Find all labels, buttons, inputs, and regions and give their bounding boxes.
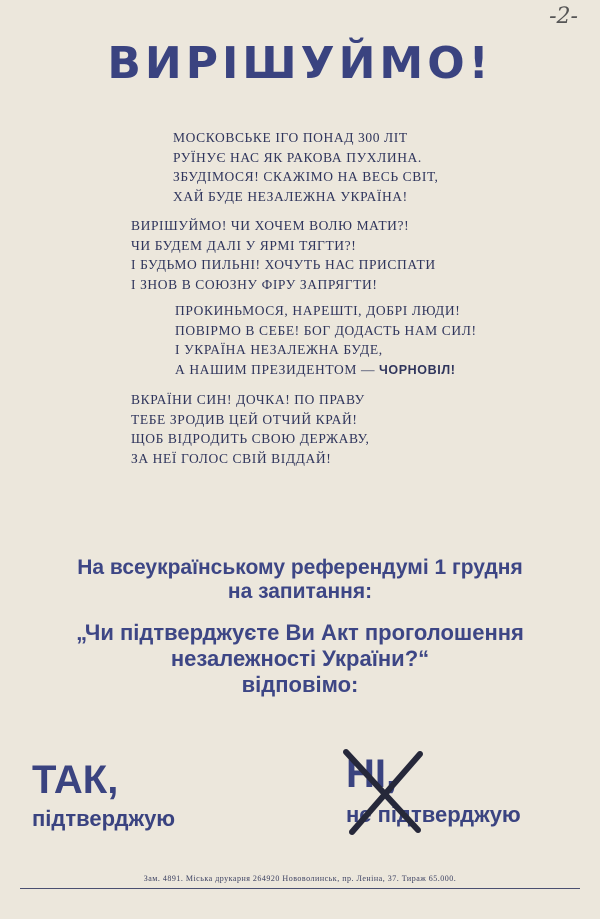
question-line-2: незалежності України?“ xyxy=(170,646,430,671)
footer-rule xyxy=(20,888,580,889)
referendum-question xyxy=(0,620,600,698)
poem-line: ЗА НЕЇ ГОЛОС СВІЙ ВІДДАЙ! xyxy=(131,450,332,466)
poem-stanza-2 xyxy=(131,216,436,294)
poem-line: МОСКОВСЬКЕ ІГО ПОНАД 300 ЛІТ xyxy=(173,130,408,145)
poem-line: ЩОБ ВІДРОДИТЬ СВОЮ ДЕРЖАВУ, xyxy=(131,431,370,447)
poem-line: ВИРІШУЙМО! ЧИ ХОЧЕМ ВОЛЮ МАТИ?! xyxy=(131,218,410,233)
referendum-text xyxy=(0,556,600,604)
poem-line: ТЕБЕ ЗРОДИВ ЦЕЙ ОТЧИЙ КРАЙ! xyxy=(131,411,358,427)
poem-line: ЧИ БУДЕМ ДАЛІ У ЯРМІ ТЯГТИ?! xyxy=(131,237,357,253)
poem-line: ЗБУДІМОСЯ! СКАЖІМО НА ВЕСЬ СВІТ, xyxy=(173,169,439,185)
president-name: ЧОРНОВІЛ! xyxy=(379,362,456,377)
poem-line-president xyxy=(175,360,477,380)
poem-line: ПРОКИНЬМОСЯ, НАРЕШТІ, ДОБРІ ЛЮДИ! xyxy=(175,303,461,318)
question-line-1: „Чи підтверджуєте Ви Акт проголошення xyxy=(76,620,524,645)
poem-stanza-4 xyxy=(131,390,369,468)
question-line-3: відповімо: xyxy=(241,672,359,697)
poem-line: ВКРАЇНИ СИН! ДОЧКА! ПО ПРАВУ xyxy=(131,392,365,407)
printer-imprint: Зам. 4891. Міська друкарня 264920 Нововолинськ, пр. Леніна, 37. Тираж 65.000. xyxy=(143,874,457,883)
yes-answer-subtitle: підтверджую xyxy=(32,806,176,831)
referendum-line-2: на запитання: xyxy=(227,580,373,603)
poem-line: І УКРАЇНА НЕЗАЛЕЖНА БУДЕ, xyxy=(175,342,383,358)
referendum-line-1: На всеукраїнському референдумі 1 грудня xyxy=(77,556,523,579)
cross-out-icon xyxy=(332,746,428,836)
poem-line: ПОВІРМО В СЕБЕ! БОГ ДОДАСТЬ НАМ СИЛ! xyxy=(175,322,477,338)
poem-line: ХАЙ БУДЕ НЕЗАЛЕЖНА УКРАЇНА! xyxy=(173,188,408,204)
no-answer-subtitle: не підтверджую xyxy=(346,802,521,827)
poem-line: І БУДЬМО ПИЛЬНІ! ХОЧУТЬ НАС ПРИСПАТИ xyxy=(131,257,436,273)
president-line-prefix: А НАШИМ ПРЕЗИДЕНТОМ — xyxy=(175,361,380,377)
page-number: -2- xyxy=(549,4,578,29)
no-answer: НІ, xyxy=(346,752,398,796)
leaflet-title: ВИРІШУЙМО! xyxy=(107,38,493,89)
yes-answer: ТАК, xyxy=(32,758,119,802)
poem-line: І ЗНОВ В СОЮЗНУ ФІРУ ЗАПРЯГТИ! xyxy=(131,276,378,292)
poem-stanza-3 xyxy=(175,301,477,379)
poem-line: РУЇНУЄ НАС ЯК РАКОВА ПУХЛИНА. xyxy=(173,149,422,165)
poem-stanza-1 xyxy=(173,128,438,206)
